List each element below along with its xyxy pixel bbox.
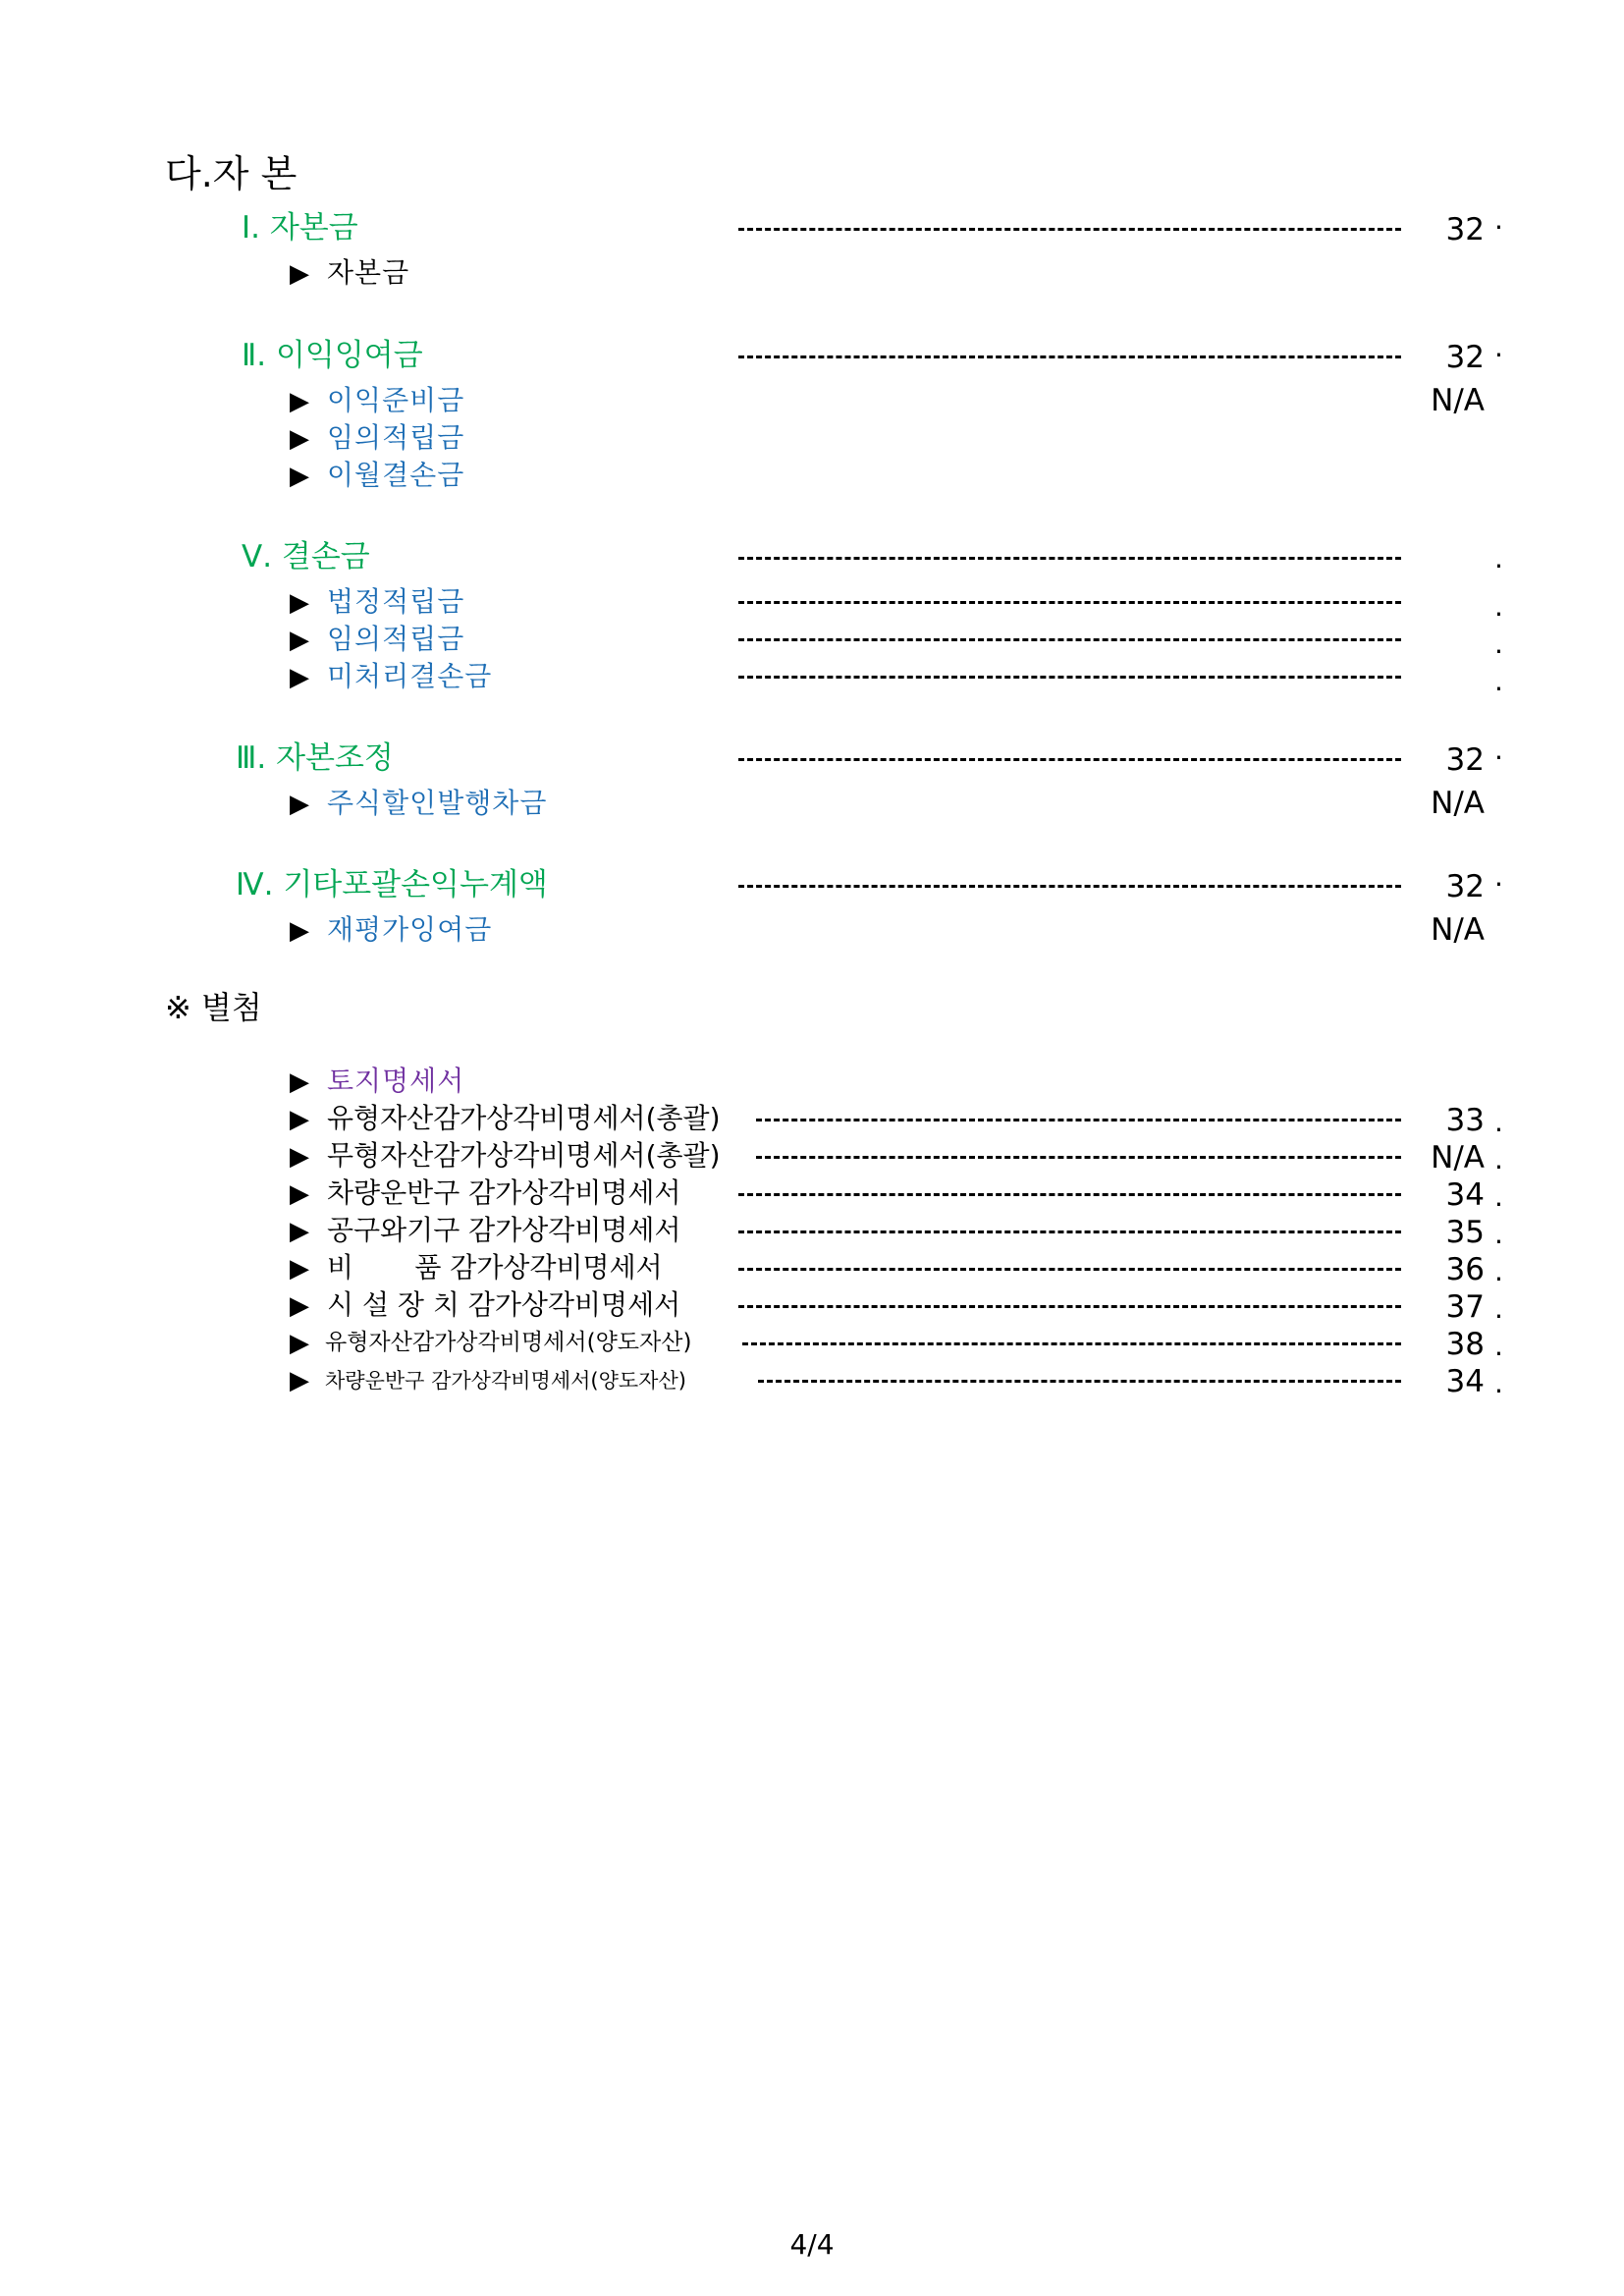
arrow-icon: ▶	[290, 1142, 309, 1172]
item-legal-reserve[interactable]: 이익준비금	[327, 384, 465, 416]
leader-dots	[738, 885, 1401, 888]
section-aoci[interactable]: Ⅳ. 기타포괄손익누계액	[236, 867, 548, 902]
annex-item-land[interactable]: 토지명세서	[327, 1065, 465, 1097]
na-note: N/A	[1431, 383, 1485, 418]
arrow-icon: ▶	[290, 663, 309, 692]
annex-item-tangible-summary[interactable]: 유형자산감가상각비명세서(총괄)	[327, 1102, 721, 1134]
page-number: 38	[1445, 1327, 1485, 1362]
trailing-mark: .	[1494, 1218, 1503, 1250]
annex-item-facilities[interactable]: 시 설 장 치 감가상각비명세서	[327, 1288, 681, 1321]
trailing-mark: ·	[1494, 211, 1503, 244]
item-voluntary-reserve-2[interactable]: 임의적립금	[327, 623, 465, 655]
page-number: 37	[1445, 1289, 1485, 1325]
arrow-icon: ▶	[290, 588, 309, 618]
section-capital-stock[interactable]: Ⅰ. 자본금	[242, 210, 358, 246]
page-number: 33	[1445, 1103, 1485, 1138]
trailing-mark: .	[1494, 1180, 1503, 1213]
page-title: 다.자 본	[165, 152, 298, 195]
arrow-icon: ▶	[290, 1105, 309, 1134]
leader-dots	[756, 1119, 1401, 1121]
page-number: 34	[1445, 1364, 1485, 1399]
page-number: N/A	[1431, 1140, 1485, 1175]
leader-dots	[738, 1305, 1401, 1308]
page-number: 32	[1445, 340, 1485, 375]
item-revaluation-surplus[interactable]: 재평가잉여금	[327, 913, 493, 946]
item-carried-deficit[interactable]: 이월결손금	[327, 459, 465, 491]
trailing-mark: ·	[1494, 339, 1503, 371]
item-voluntary-reserve[interactable]: 임의적립금	[327, 421, 465, 454]
leader-dots	[756, 1156, 1401, 1159]
trailing-mark: ·	[1494, 868, 1503, 901]
arrow-icon: ▶	[290, 387, 309, 416]
arrow-icon: ▶	[290, 790, 309, 819]
section-deficit[interactable]: Ⅴ. 결손금	[242, 539, 370, 574]
arrow-icon: ▶	[290, 1254, 309, 1284]
section-capital-adjustment[interactable]: Ⅲ. 자본조정	[236, 740, 394, 776]
leader-dots	[758, 1380, 1401, 1383]
arrow-icon: ▶	[290, 1179, 309, 1209]
item-stock-discount[interactable]: 주식할인발행차금	[327, 787, 548, 819]
annex-item-tangible-disposed[interactable]: 유형자산감가상각비명세서(양도자산)	[325, 1330, 692, 1355]
arrow-icon: ▶	[290, 1366, 309, 1395]
page-number: 32	[1445, 869, 1485, 904]
leader-dots	[738, 228, 1401, 231]
trailing-mark: .	[1494, 665, 1503, 697]
trailing-mark: .	[1494, 1143, 1503, 1175]
trailing-mark: .	[1494, 590, 1503, 623]
leader-dots	[738, 676, 1401, 679]
leader-dots	[738, 638, 1401, 641]
page-number: 36	[1445, 1252, 1485, 1287]
arrow-icon: ▶	[290, 462, 309, 491]
leader-dots	[738, 1193, 1401, 1196]
section-retained-earnings[interactable]: Ⅱ. 이익잉여금	[242, 338, 423, 373]
page-footer: 4/4	[789, 2228, 835, 2261]
trailing-mark: .	[1494, 628, 1503, 660]
arrow-icon: ▶	[290, 1217, 309, 1246]
leader-dots	[738, 557, 1401, 560]
annex-item-fixtures[interactable]: 비 품 감가상각비명세서	[327, 1251, 663, 1284]
trailing-mark: .	[1494, 1292, 1503, 1325]
page-number: 32	[1445, 742, 1485, 778]
page-number: 34	[1445, 1177, 1485, 1213]
trailing-mark: .	[1494, 1106, 1503, 1138]
annex-item-tools[interactable]: 공구와기구 감가상각비명세서	[327, 1214, 681, 1246]
leader-dots	[738, 601, 1401, 604]
arrow-icon: ▶	[290, 1291, 309, 1321]
arrow-icon: ▶	[290, 1329, 309, 1358]
trailing-mark: .	[1494, 542, 1503, 574]
trailing-mark: .	[1494, 1330, 1503, 1362]
page-number: 35	[1445, 1215, 1485, 1250]
leader-dots	[738, 355, 1401, 358]
annex-item-vehicles-disposed[interactable]: 차량운반구 감가상각비명세서(양도자산)	[325, 1369, 686, 1393]
arrow-icon: ▶	[290, 259, 309, 289]
arrow-icon: ▶	[290, 424, 309, 454]
na-note: N/A	[1431, 786, 1485, 821]
annex-item-intangible-summary[interactable]: 무형자산감가상각비명세서(총괄)	[327, 1139, 721, 1172]
na-note: N/A	[1431, 912, 1485, 948]
page-number: 32	[1445, 212, 1485, 247]
arrow-icon: ▶	[290, 1067, 309, 1097]
trailing-mark: ·	[1494, 741, 1503, 774]
annex-item-vehicles[interactable]: 차량운반구 감가상각비명세서	[327, 1176, 681, 1209]
item-statutory-reserve[interactable]: 법정적립금	[327, 585, 465, 618]
leader-dots	[738, 758, 1401, 761]
arrow-icon: ▶	[290, 626, 309, 655]
item-capital-stock[interactable]: 자본금	[327, 256, 410, 289]
item-unappropriated-deficit[interactable]: 미처리결손금	[327, 660, 493, 692]
arrow-icon: ▶	[290, 916, 309, 946]
leader-dots	[738, 1230, 1401, 1233]
leader-dots	[738, 1268, 1401, 1271]
trailing-mark: .	[1494, 1367, 1503, 1399]
annex-heading: ※ 별첨	[165, 989, 262, 1026]
trailing-mark: .	[1494, 1255, 1503, 1287]
leader-dots	[742, 1342, 1401, 1345]
